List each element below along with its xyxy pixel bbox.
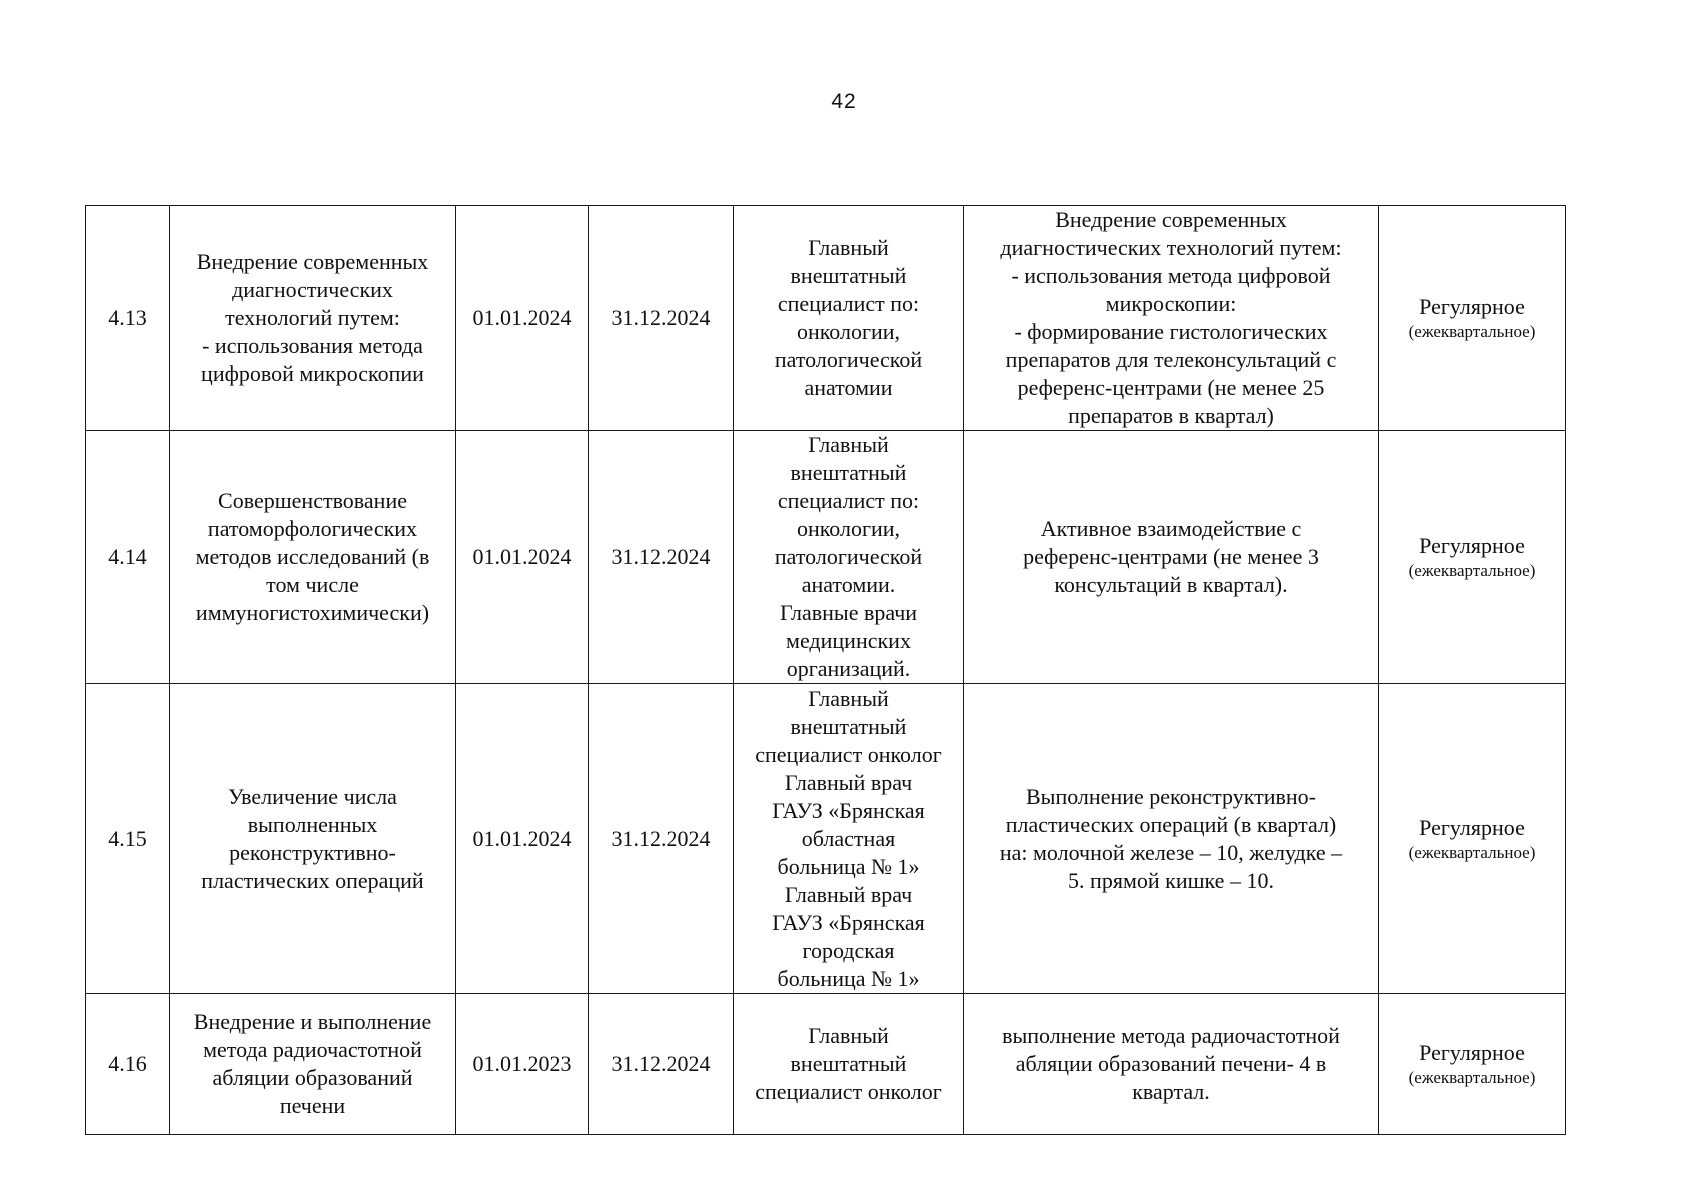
item-number: 4.14: [86, 431, 170, 684]
start-date: 01.01.2024: [456, 431, 589, 684]
start-date: 01.01.2024: [456, 206, 589, 431]
periodicity-note: (ежеквартальное): [1408, 561, 1536, 580]
periodicity: [1379, 206, 1566, 431]
expected-result: Выполнение реконструктивно- пластических операций (в квартал) на: молочной железе – 10, желудке – 5. прямой кишке – 10.: [964, 684, 1379, 994]
table-row: [86, 994, 1566, 1135]
periodicity: [1379, 994, 1566, 1135]
activity-description: Внедрение современных диагностических технологий путем: - использования метода цифровой микроскопии: [170, 206, 456, 431]
table-row: [86, 431, 1566, 684]
item-number: 4.13: [86, 206, 170, 431]
page-number: 42: [831, 90, 857, 113]
start-date: 01.01.2023: [456, 994, 589, 1135]
end-date: 31.12.2024: [589, 206, 734, 431]
periodicity: [1379, 684, 1566, 994]
activity-description: Совершенствование патоморфологических методов исследований (в том числе иммуногистохимически): [170, 431, 456, 684]
responsible-person: Главный внештатный специалист по: онкологии, патологической анатомии. Главные врачи медицинских организаций.: [734, 431, 964, 684]
responsible-person: Главный внештатный специалист по: онкологии, патологической анатомии: [734, 206, 964, 431]
expected-result: Активное взаимодействие с референс-центрами (не менее 3 консультаций в квартал).: [964, 431, 1379, 684]
periodicity-note: (ежеквартальное): [1408, 322, 1536, 341]
periodicity-label: Регулярное: [1419, 533, 1525, 558]
expected-result: Внедрение современных диагностических технологий путем: - использования метода цифровой микроскопии: - формирование гистологических препаратов для телеконсультаций с референс-центрами (не менее 25 препаратов в квартал): [964, 206, 1379, 431]
periodicity-label: Регулярное: [1419, 1040, 1525, 1065]
periodicity-label: Регулярное: [1419, 814, 1525, 840]
item-number: 4.16: [86, 994, 170, 1135]
periodicity-note: (ежеквартальное): [1408, 842, 1536, 862]
end-date: 31.12.2024: [589, 994, 734, 1135]
activity-description: Внедрение и выполнение метода радиочастотной абляции образований печени: [170, 994, 456, 1135]
end-date: 31.12.2024: [589, 431, 734, 684]
expected-result: выполнение метода радиочастотной абляции образований печени- 4 в квартал.: [964, 994, 1379, 1135]
periodicity-label: Регулярное: [1419, 294, 1525, 319]
periodicity-note: (ежеквартальное): [1408, 1068, 1536, 1087]
periodicity: [1379, 431, 1566, 684]
item-number: 4.15: [86, 684, 170, 994]
activity-description: Увеличение числа выполненных реконструктивно- пластических операций: [170, 684, 456, 994]
end-date: 31.12.2024: [589, 684, 734, 994]
responsible-person: Главный внештатный специалист онколог: [734, 994, 964, 1135]
activity-table: [85, 205, 1566, 1135]
start-date: 01.01.2024: [456, 684, 589, 994]
responsible-person: Главный внештатный специалист онколог Главный врач ГАУЗ «Брянская областная больница № 1» Главный врач ГАУЗ «Брянская городская больница № 1»: [734, 684, 964, 994]
table-row: [86, 684, 1566, 994]
table-row: [86, 206, 1566, 431]
